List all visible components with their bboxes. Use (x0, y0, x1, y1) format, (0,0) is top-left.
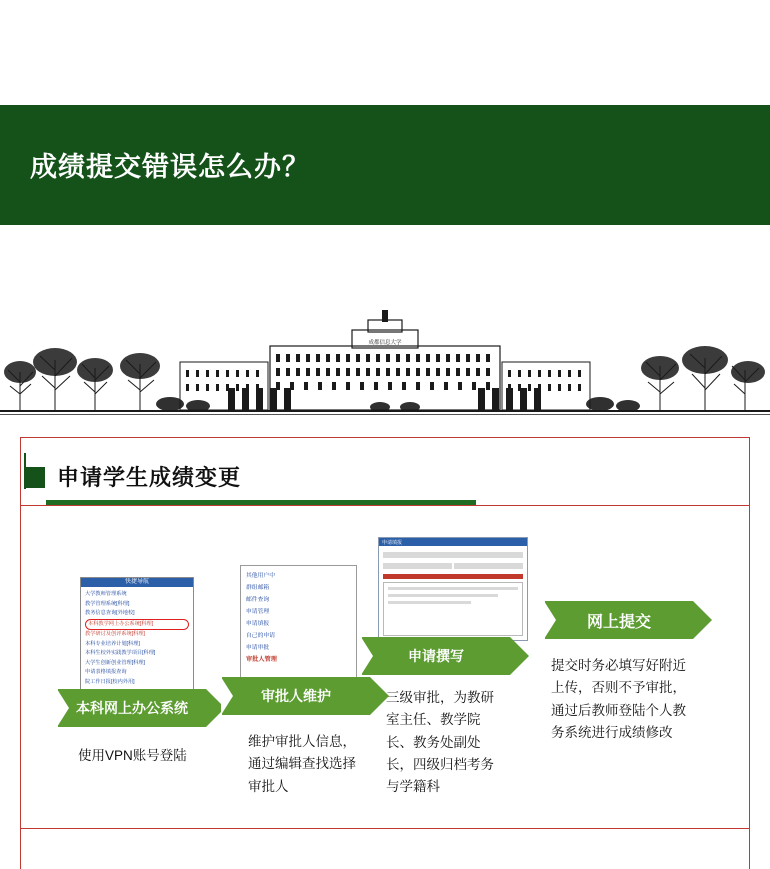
tree-item: 自己的申请 (246, 633, 275, 639)
application-form-screenshot (378, 537, 528, 641)
frame-top-border (20, 437, 750, 438)
screenshot-title-bar (379, 538, 527, 546)
menu-item: 大学教师管理系统 (85, 591, 127, 597)
tree-item: 其他用户中 (246, 573, 275, 579)
frame-bottom-border (20, 828, 750, 829)
step-caption-3 (386, 687, 506, 798)
approver-tree-screenshot (240, 565, 357, 682)
menu-item: 教学研讨及创评系统[科理] (85, 631, 145, 637)
step-label-4-text: 网上提交 (586, 613, 651, 631)
form-field (383, 552, 523, 558)
svg-text:成都信息大学: 成都信息大学 (368, 340, 402, 346)
step-label-3-text: 申请撰写 (408, 648, 464, 664)
tree-item-highlighted: 审批人管理 (246, 656, 277, 663)
form-notice (383, 574, 523, 579)
slide-bottom (0, 437, 770, 869)
form-text-line (388, 601, 471, 604)
screenshot-title-text: 申请填报 (382, 539, 403, 546)
form-field (383, 563, 452, 569)
step-caption-1-text: 使用VPN账号登陆 (78, 748, 187, 763)
menu-item: 院工作日报[校内外用] (85, 678, 135, 685)
screenshot-menu-list (81, 587, 193, 690)
step-caption-2 (248, 731, 358, 798)
screenshot-form-body (379, 546, 527, 640)
menu-item: 本科生校外实践教学项目[科理] (85, 650, 156, 656)
page-title: 申请学生成绩变更 (57, 465, 242, 490)
form-textarea (383, 582, 523, 636)
step-label-1 (58, 689, 206, 727)
step-caption-2-text: 维护审批人信息，通过编辑查找选择审批人 (248, 734, 356, 794)
heading-square-marker (24, 467, 45, 488)
frame-divider (20, 505, 750, 506)
menu-item: 申请表格填报查询 (85, 669, 127, 675)
screenshot-tree-list (241, 566, 356, 670)
frame-right-border (749, 437, 750, 869)
tree-item: 申请填报 (246, 621, 270, 627)
step-label-3 (362, 637, 510, 675)
heading-underline (46, 500, 476, 505)
section-heading (24, 461, 241, 492)
frame-left-border (20, 437, 21, 869)
tree-item: 邮件查询 (246, 597, 270, 603)
menu-item-highlighted: 本科教学网上办公系统[科理] (85, 619, 189, 631)
form-field (454, 563, 523, 569)
step-caption-4-text: 提交时务必填写好附近上传，否则不予审批，通过后教师登陆个人教务系统进行成绩修改 (551, 658, 686, 740)
menu-item: 本科专业培养计划[科理] (85, 640, 140, 647)
form-text-line (388, 587, 518, 590)
step-label-2-text: 审批人维护 (261, 688, 331, 704)
step-label-1-text: 本科网上办公系统 (76, 700, 188, 716)
screenshot-title-bar (81, 578, 193, 587)
tree-item: 申请审批 (246, 645, 270, 651)
step-caption-4 (551, 655, 686, 744)
menu-item: 大学生创新创业管理[科理] (85, 659, 145, 666)
step-caption-1 (78, 745, 228, 767)
menu-item: 教务信息查询[外地校] (85, 610, 135, 616)
tree-item: 申请管理 (246, 609, 270, 615)
step-label-4 (545, 601, 693, 639)
form-text-line (388, 594, 498, 597)
office-system-screenshot (80, 577, 194, 699)
menu-item: 教学管理系统[科理] (85, 600, 130, 607)
slide-title: 成绩提交错误怎么办？ (30, 152, 310, 182)
screenshot-title-text: 快捷导航 (124, 579, 149, 585)
step-label-2 (222, 677, 370, 715)
campus-skyline-illustration (0, 300, 770, 428)
step-caption-3-text: 三级审批，为教研室主任、教学院长、教务处副处长，四级归档考务与学籍科 (386, 690, 494, 795)
tree-item: 群组邮箱 (246, 585, 270, 591)
title-band (0, 105, 770, 225)
